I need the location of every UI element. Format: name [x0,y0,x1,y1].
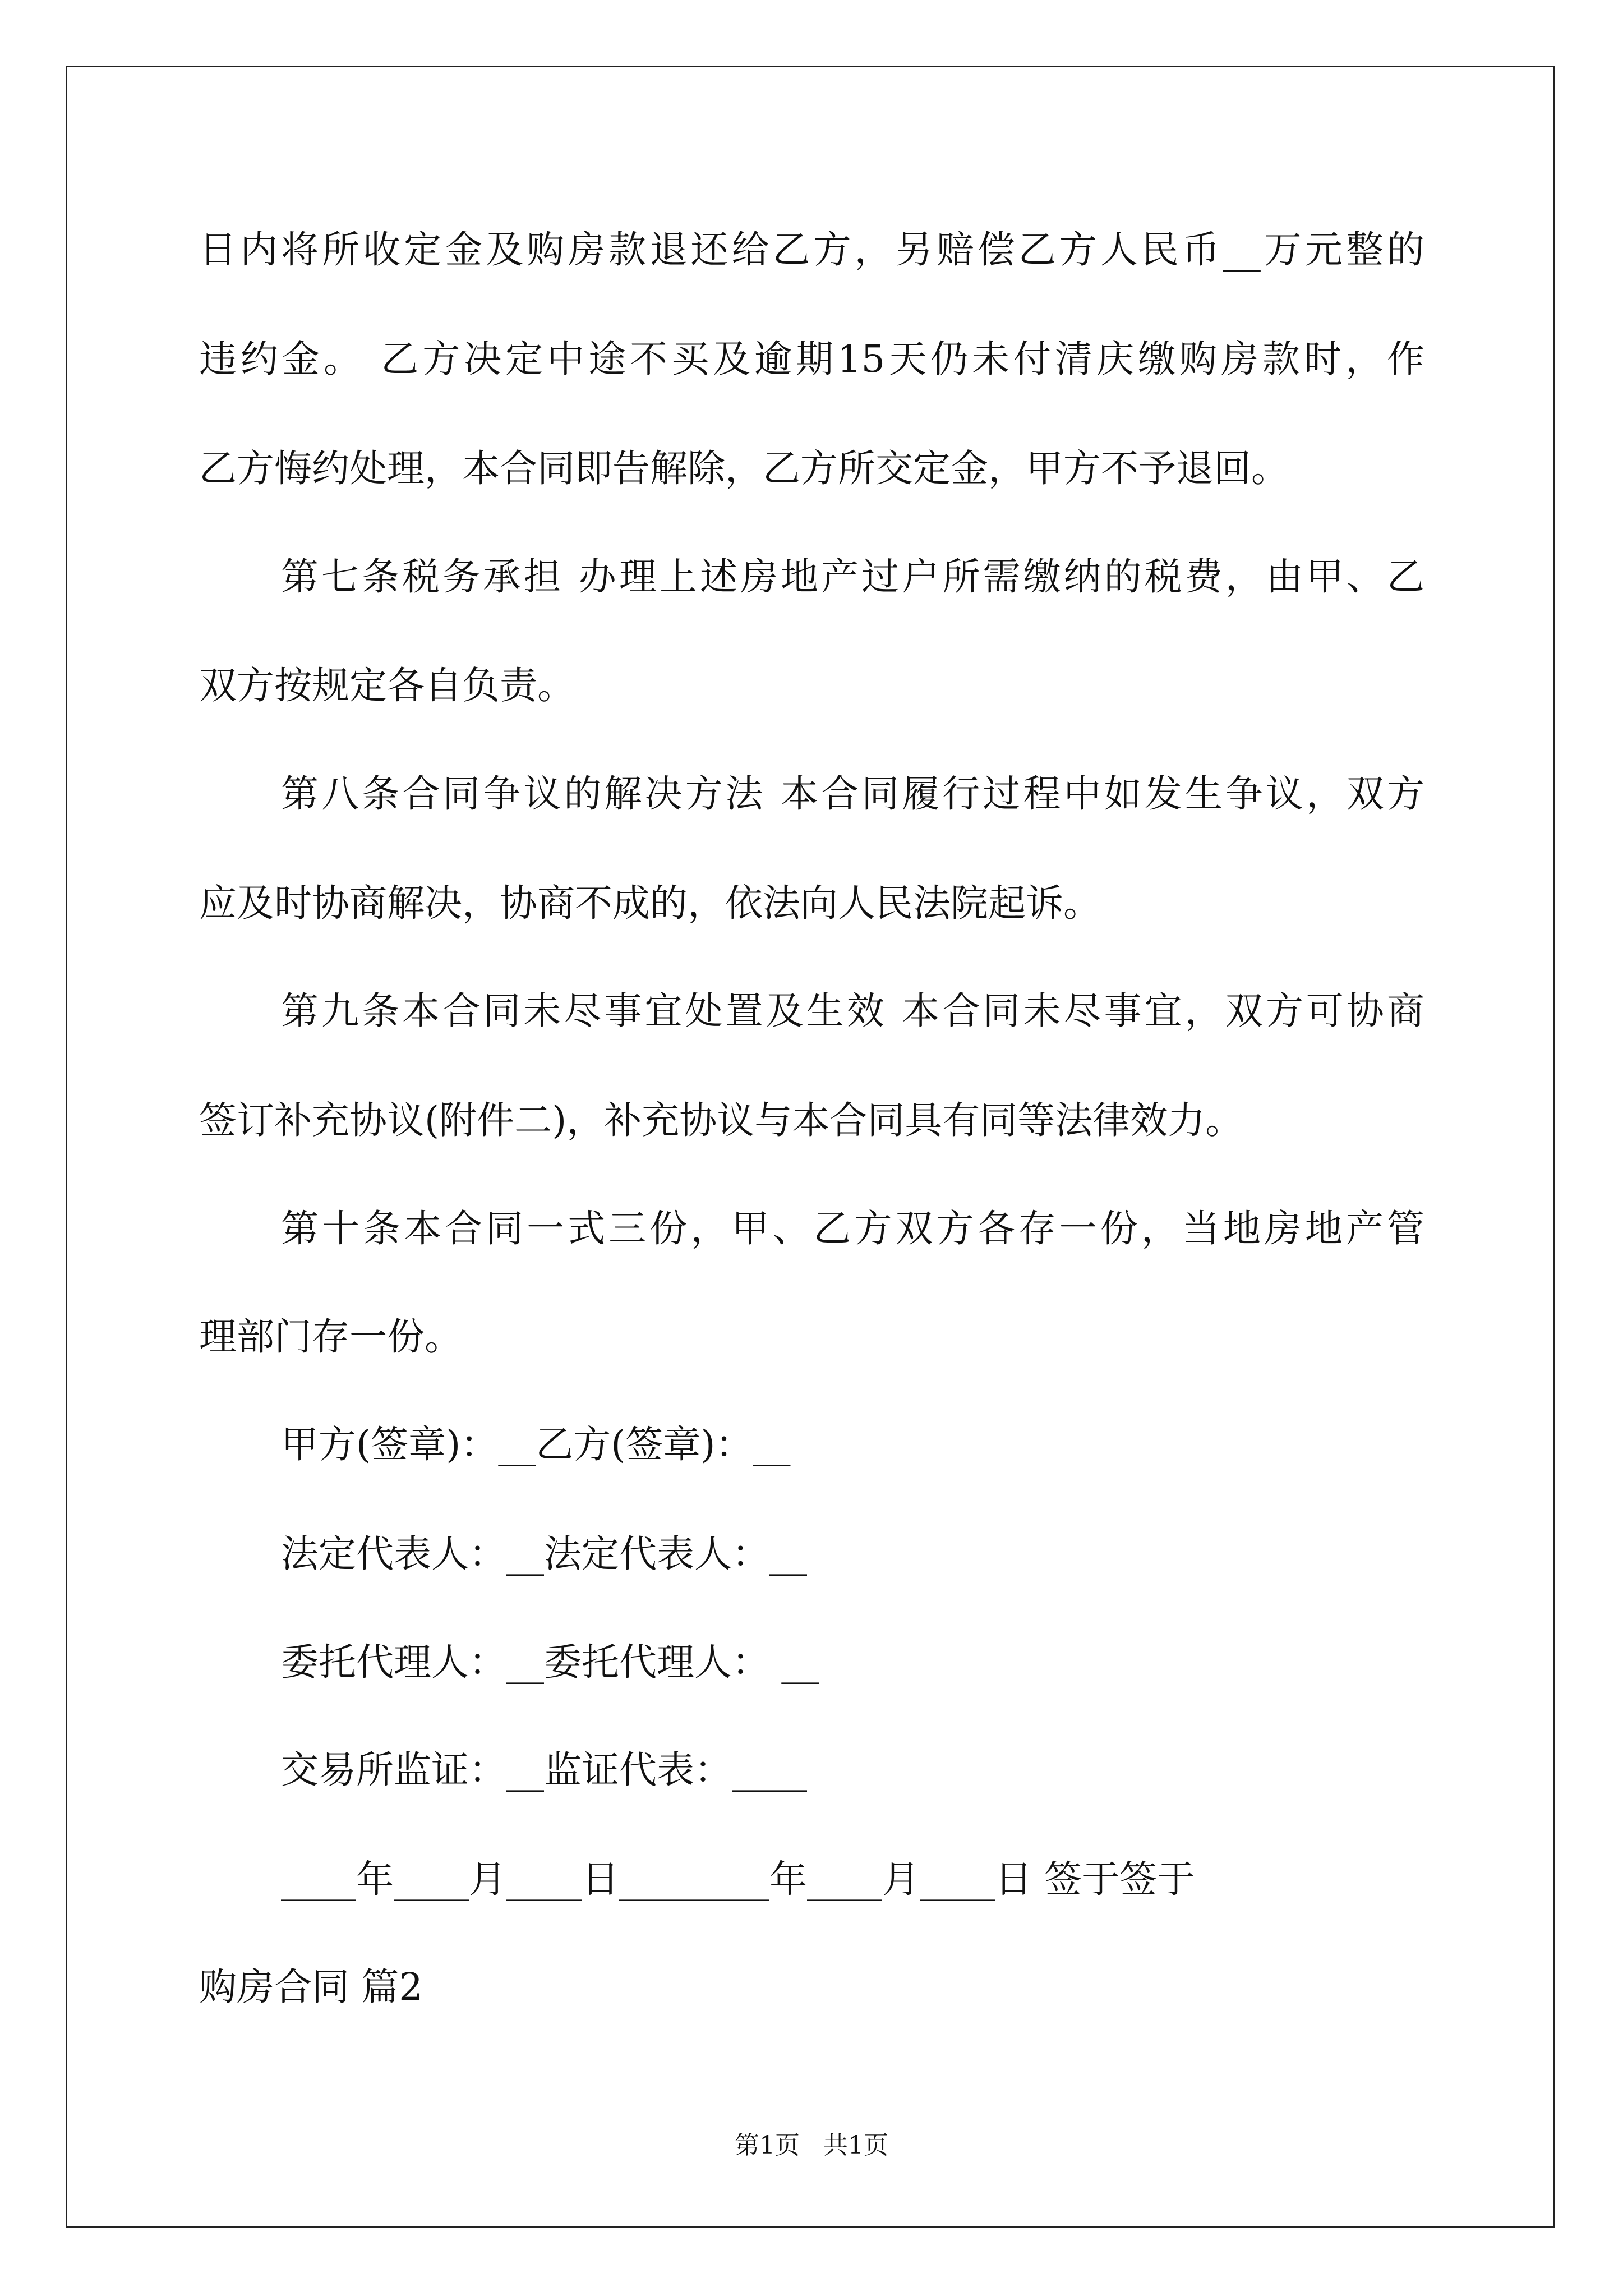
signature-party-line: 甲方(签章)：__乙方(签章)：__ [281,1423,791,1466]
article-8-line: 第八条合同争议的解决方法 本合同履行过程中如发生争议，双方 [281,772,1424,816]
signature-representative-line: 法定代表人：__法定代表人：__ [281,1532,807,1576]
paragraph-line: 违约金。 乙方决定中途不买及逾期15天仍未付清庆缴购房款时，作 [199,337,1424,381]
article-8-line: 应及时协商解决，协商不成的，依法向人民法院起诉。 [199,881,1101,925]
paragraph-line: 乙方悔约处理，本合同即告解除，乙方所交定金，甲方不予退回。 [199,447,1289,490]
signature-date-line: ____年____月____日________年____月____日 签于签于 [281,1857,1195,1901]
signature-witness-line: 交易所监证：__监证代表：____ [281,1748,807,1792]
paragraph-line: 日内将所收定金及购房款退还给乙方，另赔偿乙方人民币__万元整的 [199,228,1424,272]
article-9-line: 第九条本合同未尽事宜处置及生效 本合同未尽事宜，双方可协商 [281,989,1424,1033]
article-10-line: 理部门存一份。 [199,1315,462,1359]
article-7-line: 双方按规定各自负责。 [199,664,575,707]
signature-agent-line: 委托代理人：__委托代理人： __ [281,1640,819,1684]
page-footer: 第1页 共1页 [735,2131,888,2160]
section-heading: 购房合同 篇2 [199,1965,423,2009]
article-7-line: 第七条税务承担 办理上述房地产过户所需缴纳的税费，由甲、乙 [281,555,1424,599]
article-10-line: 第十条本合同一式三份，甲、乙方双方各存一份，当地房地产管 [281,1207,1424,1250]
article-9-line: 签订补充协议(附件二)，补充协议与本合同具有同等法律效力。 [199,1098,1243,1142]
